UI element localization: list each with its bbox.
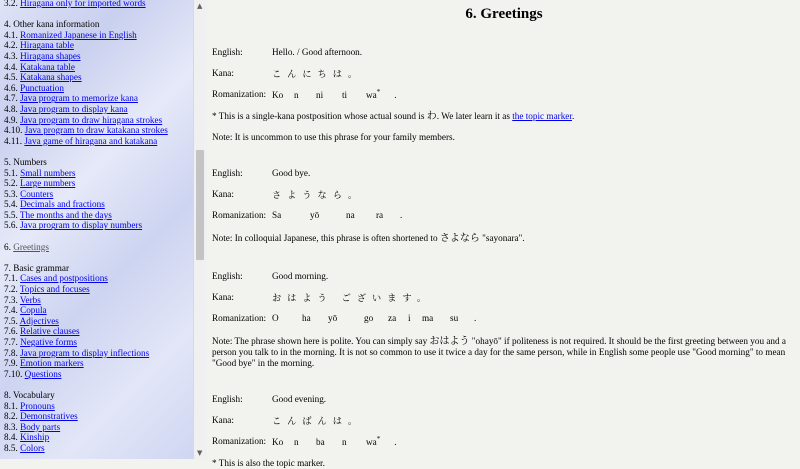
romanization-syllable: ti [342,90,348,101]
nav-link[interactable]: Topics and focuses [19,284,90,295]
nav-item: 8.1. Pronouns [4,400,55,411]
nav-item: 8.5. Colors [4,442,45,453]
nav-section-list [4,273,190,379]
romanization-syllable: ma [422,313,434,323]
nav-item: 4.3. Hiragana shapes [4,50,81,61]
nav-section-list [4,30,190,147]
romanization-syllable: i [408,313,411,323]
romanization-syllable: yō [310,210,320,220]
romanization-syllable: . [394,437,397,448]
nav-link[interactable]: Java program to display inflections [20,347,150,358]
english-text: Good morning. [272,271,329,281]
note: * This is also the topic marker. [212,458,325,468]
nav-section-title: 7. Basic grammar [4,262,70,273]
english-label: English: [212,394,243,404]
nav-item: 3.2. Hiragana only for imported words [4,0,146,8]
nav-item: 7.9. Emotion markers [4,358,84,369]
scroll-up-arrow-icon[interactable]: ▲ [197,2,203,10]
romanization-syllable: n [342,437,347,448]
table-of-contents [4,0,190,454]
nav-link[interactable]: Small numbers [20,167,76,178]
greeting-hello [212,44,796,143]
kana-text: さようなら。 [272,190,364,201]
romanization-syllable: . [394,90,397,101]
nav-item: 7.8. Java program to display inflections [4,347,150,358]
nav-link[interactable]: Colors [20,442,45,453]
english-text: Hello. / Good afternoon. [272,47,363,57]
nav-link[interactable]: Java program to display kana [20,103,128,114]
nav-item: 7.1. Cases and postpositions [4,273,108,284]
nav-item: 7.10. Questions [4,368,62,379]
romanization-syllable: . [400,210,403,220]
kana-text: おはよう ございます。 [272,293,433,304]
nav-item: 7.3. Verbs [4,294,41,305]
english-label: English: [212,271,243,281]
romanization-syllable: ra [376,210,384,220]
topic-marker-link[interactable]: the topic marker [512,111,572,121]
romanization-text [272,207,412,223]
nav-link[interactable]: Emotion markers [20,358,84,369]
romanization-syllable: ba [316,437,325,448]
romanization-syllable: ni [316,90,324,101]
nav-link[interactable]: Relative clauses [20,326,80,337]
nav-item: 4.11. Java game of hiragana and katakana [4,135,158,146]
nav-item: 7.2. Topics and focuses [4,284,90,295]
english-text: Good evening. [272,394,327,404]
romanization-syllable: Ko [272,90,284,101]
nav-link[interactable]: Punctuation [20,82,64,93]
nav-link[interactable]: Katakana shapes [20,72,82,83]
english-label: English: [212,47,243,57]
nav-link[interactable]: Questions [24,368,62,379]
romanization-syllable: n [294,437,299,448]
romanization-text [272,310,486,326]
nav-item: 7.7. Negative forms [4,337,77,347]
romanization-syllable: yō [328,313,338,323]
nav-link[interactable]: Java program to memorize kana [20,93,138,104]
nav-item: 4.10. Java program to draw katakana strokes [4,125,168,136]
vertical-scrollbar[interactable] [193,0,207,459]
greeting-good-morning [212,268,796,369]
nav-link[interactable]: Decimals and fractions [20,199,105,210]
romanization-syllable: za [388,313,397,323]
nav-link[interactable]: Negative forms [20,337,77,347]
nav-section-title: 8. Vocabulary [4,389,55,400]
romanization-label: Romanization: [212,313,267,323]
nav-item: 8.2. Demonstratives [4,411,78,422]
page-title: 6. Greetings [465,6,543,22]
nav-item: 7.6. Relative clauses [4,326,80,337]
kana-label: Kana: [212,189,234,199]
nav-section-list [4,168,190,232]
nav-item: 4.5. Katakana shapes [4,72,82,83]
nav-item: 4.6. Punctuation [4,82,64,93]
note: Note: It is uncommon to use this phrase for your family members. [212,132,455,142]
nav-link[interactable]: Java program to draw katakana strokes [24,125,168,136]
note: Note: In colloquial Japanese, this phrase is often shortened to さよなら "sayonara". [212,233,525,244]
nav-link[interactable]: Large numbers [20,178,76,189]
nav-link[interactable]: Hiragana shapes [20,50,81,61]
greeting-good-evening [212,391,796,469]
nav-link[interactable]: Java program to draw hiragana strokes [20,114,163,125]
nav-link[interactable]: Cases and postpositions [20,273,108,284]
nav-link[interactable]: Hiragana only for imported words [20,0,146,8]
kana-text: こんばんは。 [272,416,364,427]
nav-link-greetings[interactable]: Greetings [13,241,49,252]
romanization-syllable: O [272,313,279,323]
kana-label: Kana: [212,292,234,302]
nav-section-list [4,401,190,454]
nav-section-title: 5. Numbers [4,156,47,167]
nav-link[interactable]: Hiragana table [20,40,74,51]
nav-link[interactable]: Katakana table [20,61,75,72]
nav-item: 5.2. Large numbers [4,178,76,189]
nav-item-current: 6. Greetings [4,241,49,252]
nav-item: 4.1. Romanized Japanese in English [4,29,137,40]
scroll-down-arrow-icon[interactable]: ▼ [197,449,203,457]
romanization-syllable: n [294,90,299,101]
romanization-syllable: Ko [272,437,284,448]
navigation-frame [0,0,193,459]
kana-label: Kana: [212,68,234,78]
greeting-goodbye [212,165,796,244]
romanization-text [272,86,406,102]
romanization-syllable: wa* [366,87,381,101]
nav-link[interactable]: Pronouns [20,400,55,411]
nav-item: 4.4. Katakana table [4,61,75,72]
nav-item: 7.4. Copula [4,305,47,316]
romanization-syllable: . [474,313,477,323]
nav-link[interactable]: Java game of hiragana and katakana [24,135,158,146]
nav-link[interactable]: Demonstratives [20,411,78,422]
nav-link[interactable]: Kinship [20,432,50,443]
romanization-syllable: na [346,210,355,220]
nav-link[interactable]: Adjectives [19,315,59,326]
note: * This is a single-kana postposition whose actual sound is わ. We later learn it as the topic marker. [212,111,575,122]
nav-link[interactable]: Body parts [20,421,61,432]
nav-item: 5.3. Counters [4,188,54,199]
romanization-syllable: wa* [366,434,381,448]
content-frame [207,0,800,468]
nav-link[interactable]: Counters [20,188,54,199]
romanization-syllable: ha [302,313,311,323]
nav-item: 4.7. Java program to memorize kana [4,93,138,104]
romanization-syllable: Sa [272,210,282,220]
romanization-label: Romanization: [212,210,267,220]
scrollbar-thumb[interactable] [196,150,204,260]
nav-item: 4.9. Java program to draw hiragana strokes [4,114,163,125]
nav-item: 5.6. Java program to display numbers [4,220,143,231]
kana-text: こんにちは。 [272,69,364,80]
nav-link[interactable]: Verbs [19,294,41,305]
nav-item: 5.4. Decimals and fractions [4,199,105,210]
nav-link[interactable]: Java program to display numbers [20,220,143,231]
nav-item: 5.1. Small numbers [4,167,76,178]
nav-item: 8.3. Body parts [4,421,61,432]
kana-label: Kana: [212,415,234,425]
nav-item: 5.5. The months and the days [4,209,112,220]
nav-item: 4.8. Java program to display kana [4,103,128,114]
nav-link[interactable]: The months and the days [19,209,112,220]
romanization-syllable: go [364,313,374,323]
english-text: Good bye. [272,168,311,178]
romanization-syllable: su [450,313,459,323]
nav-item: 7.5. Adjectives [4,315,59,326]
nav-item: 4.2. Hiragana table [4,40,74,51]
nav-link[interactable]: Copula [20,305,47,316]
note: Note: The phrase shown here is polite. You can simply say おはよう "ohayō" if politeness is not required. It should be the first greeting between you and a person you talk to in the morning. It is not so common to use it twice a day for the same person, while in English some people use "Good morning" to mean "Good bye" in the morning. [212,336,786,368]
nav-link[interactable]: Romanized Japanese in English [20,29,137,40]
nav-item: 8.4. Kinship [4,432,50,443]
romanization-label: Romanization: [212,89,267,99]
romanization-text [272,433,406,449]
english-label: English: [212,168,243,178]
romanization-label: Romanization: [212,436,267,446]
nav-section-title: 4. Other kana information [4,19,100,30]
